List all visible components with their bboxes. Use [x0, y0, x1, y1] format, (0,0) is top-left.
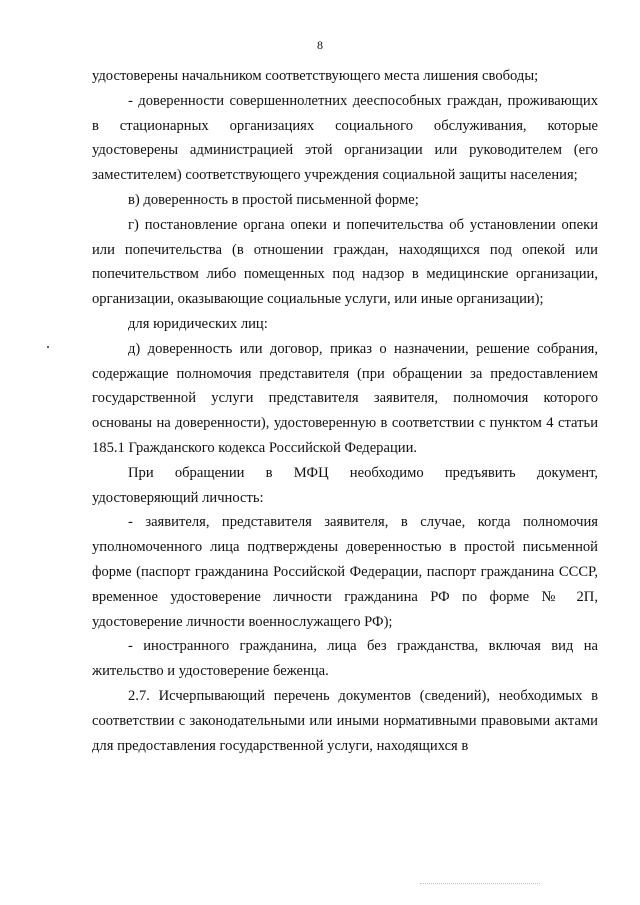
document-body [92, 64, 598, 758]
paragraph-4: г) постановление органа опеки и попечительства об установлении опеки или попечительства (в отношении граждан, находящихся под опекой или попечительством либо помещенных под надзор в медицинские организации, организации, оказывающие социальные услуги, или иные организации); [92, 216, 598, 308]
paragraph-5: для юридических лиц: [128, 315, 268, 332]
paragraph-10: 2.7. Исчерпывающий перечень документов (сведений), необходимых в соответствии с законодательными или иными нормативными правовыми актами для предоставления государственной услуги, находящихся в [92, 687, 598, 754]
margin-dot [47, 346, 49, 348]
scan-mark [420, 883, 540, 885]
paragraph-3: в) доверенность в простой письменной форме; [128, 191, 419, 208]
page-number: 8 [317, 38, 323, 52]
paragraph-9: - иностранного гражданина, лица без гражданства, включая вид на жительство и удостоверение беженца. [92, 638, 598, 680]
paragraph-8: - заявителя, представителя заявителя, в случае, когда полномочия уполномоченного лица подтверждены доверенностью в простой письменной форме (паспорт гражданина Российской Федерации, паспорт гражданина СССР, временное удостоверение личности гражданина РФ по форме № 2П, удостоверение личности военнослужащего РФ); [92, 514, 598, 630]
paragraph-7: При обращении в МФЦ необходимо предъявить документ, удостоверяющий личность: [92, 464, 598, 506]
paragraph-1: удостоверены начальником соответствующего места лишения свободы; [92, 68, 539, 84]
paragraph-2: - доверенности совершеннолетних дееспособных граждан, проживающих в стационарных организациях социального обслуживания, которые удостоверены администрацией этой организации или руководителем (его заместителем) соответствующего учреждения социальной защиты населения; [92, 92, 598, 184]
paragraph-6: д) доверенность или договор, приказ о назначении, решение собрания, содержащие полномочия представителя (при обращении за предоставлением государственной услуги представителя заявителя, полномочия которого основаны на доверенности), удостоверенную в соответствии с пунктом 4 статьи 185.1 Гражданского кодекса Российской Федерации. [92, 340, 598, 456]
